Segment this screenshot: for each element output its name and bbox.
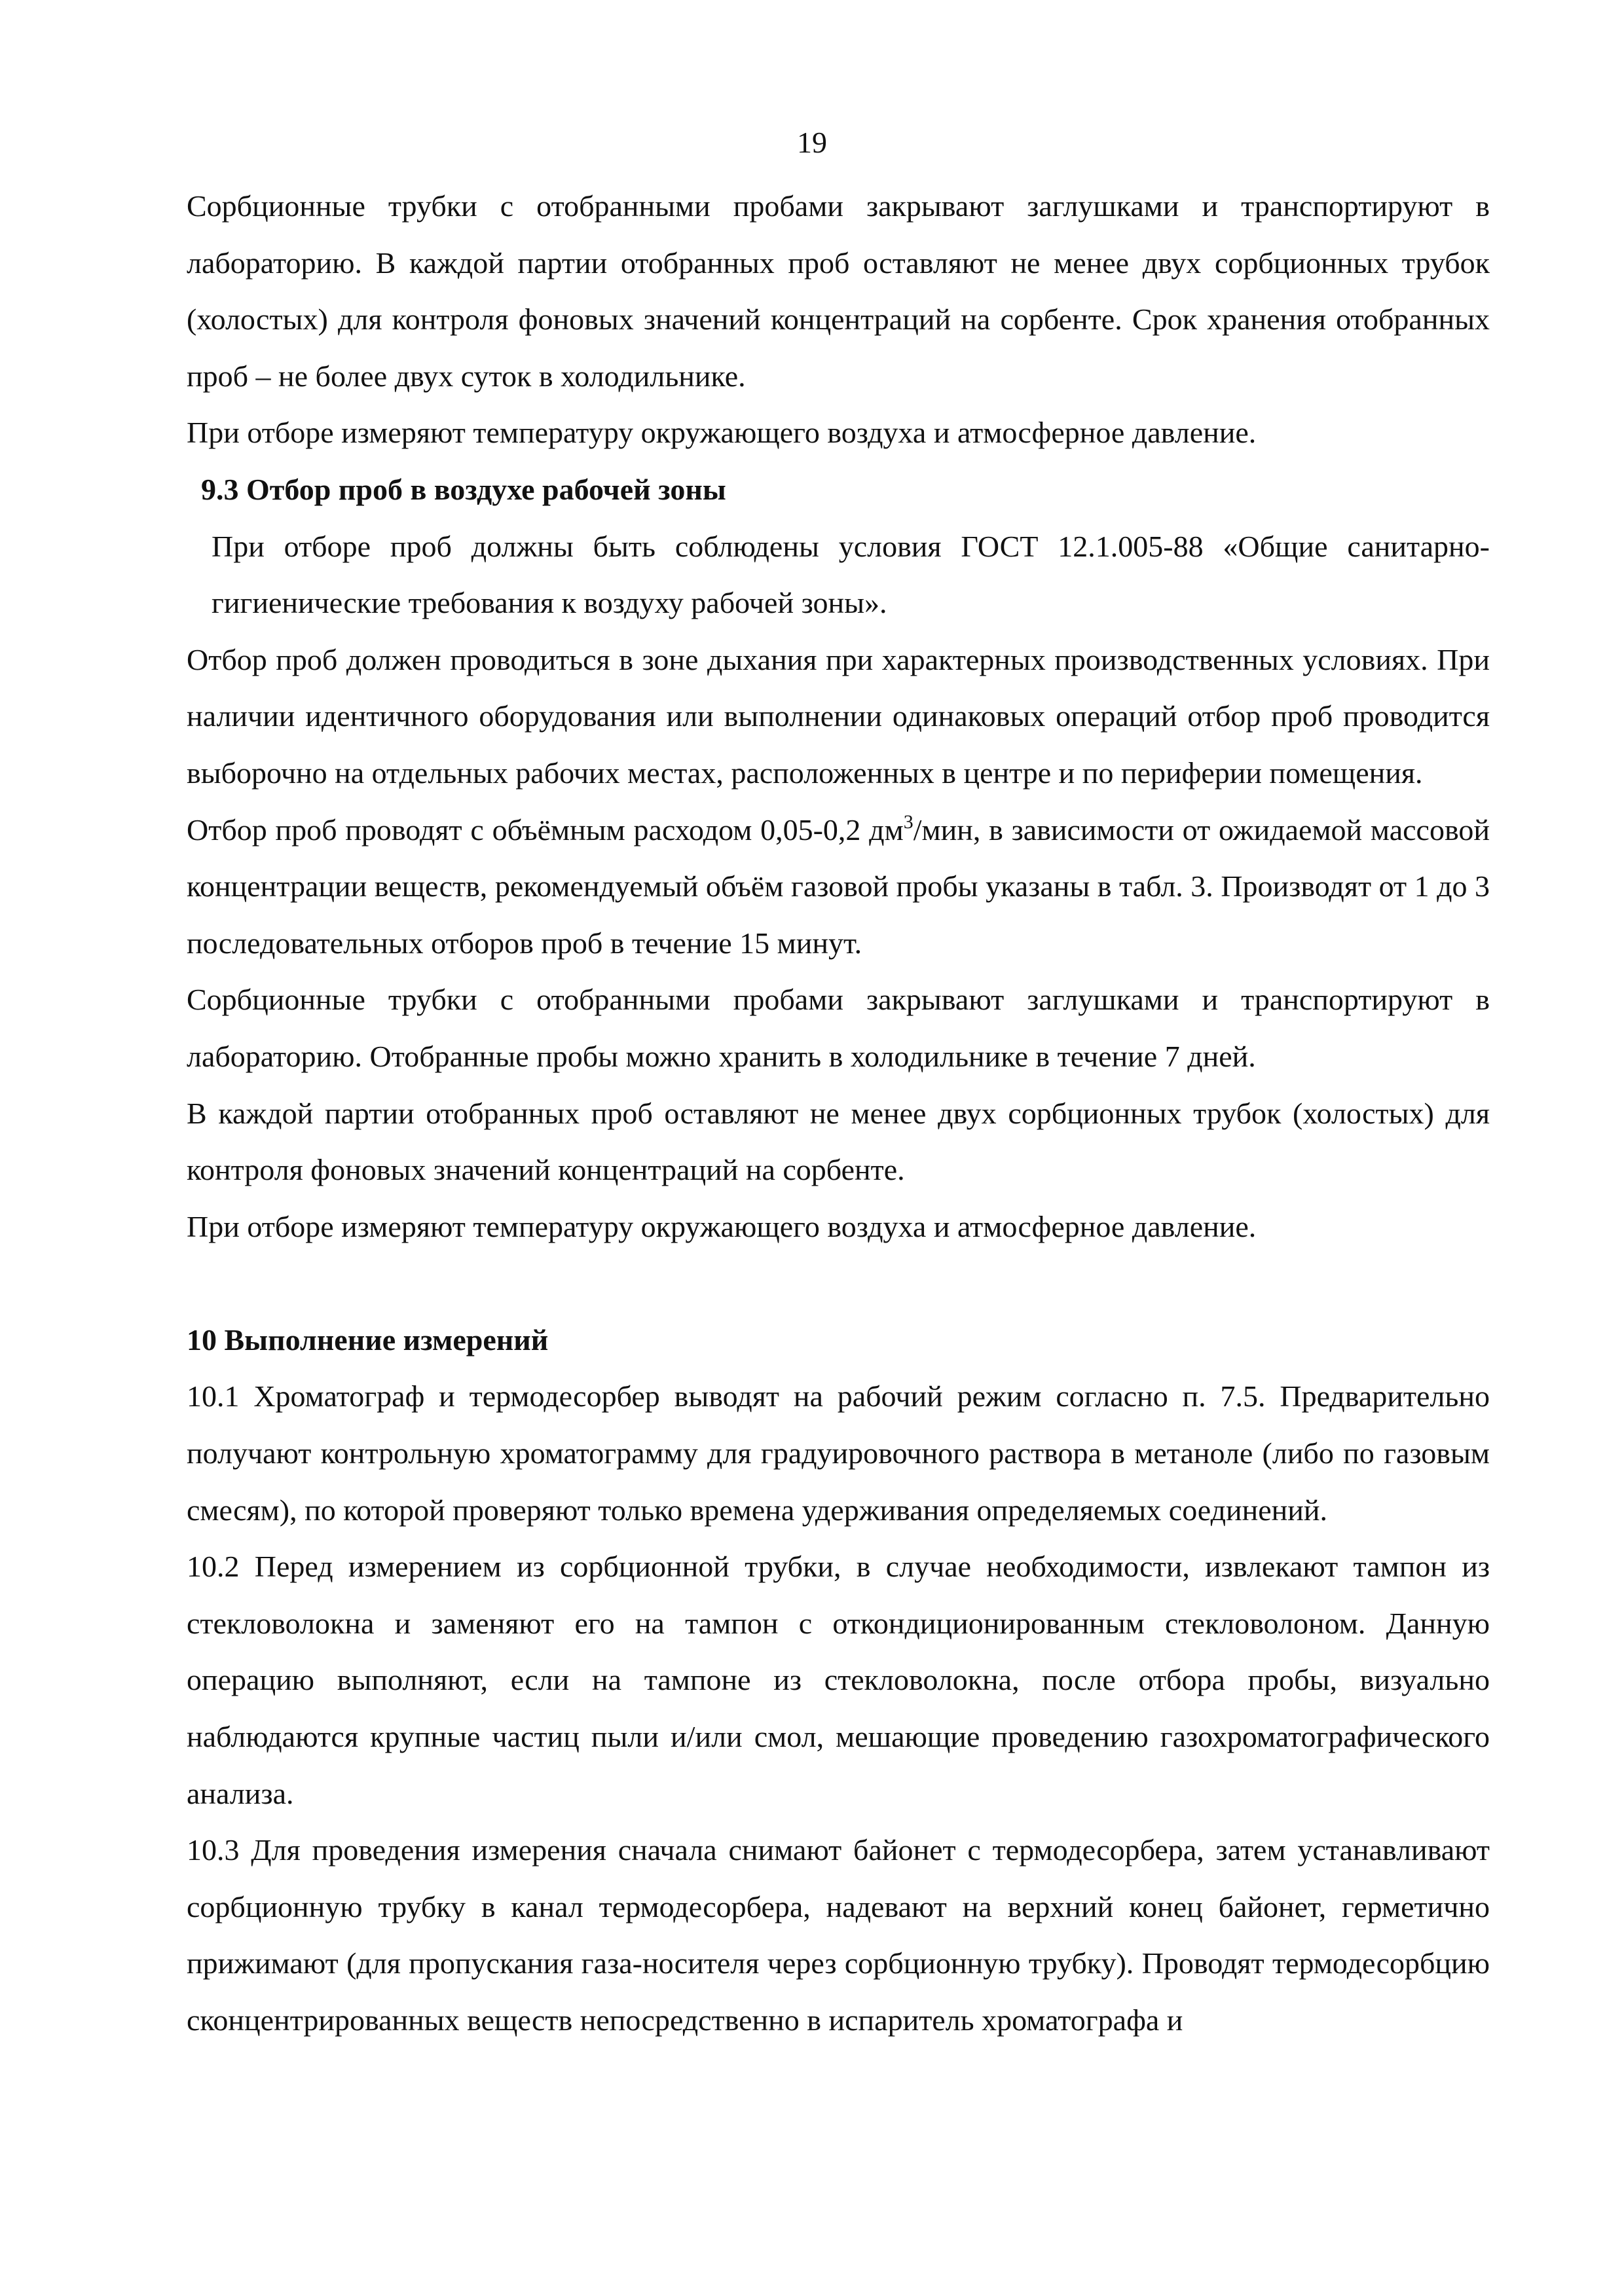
paragraph-9-3-blanks: В каждой партии отобранных проб оставляют не менее двух сорбционных трубок (холостых) для контроля фоновых значений концентраций на сорбенте. [187,1096,1490,1187]
paragraph-9-2-measure: При отборе измеряют температуру окружающего воздуха и атмосферное давление. [187,416,1257,450]
section-9-3-first-paragraph-block [187,519,1490,632]
page-number: 19 [797,126,827,159]
flow-rate-text-end: /мин, в зависимости от ожидаемой массовой концентрации веществ, рекомендуемый объём газовой пробы указаны в табл. 3. Производят от 1 до 3 последовательных отборов проб в течение 15 минут. [187,812,1490,960]
paragraph-9-3-breathing-zone: Отбор проб должен проводиться в зоне дыхания при характерных производственных условиях. При наличии идентичного оборудования или выполнении одинаковых операций отбор проб проводится выборочно на отдельных рабочих местах, расположенных в центре и по периферии помещения. [187,642,1490,790]
paragraph-10-2: 10.2 Перед измерением из сорбционной трубки, в случае необходимости, извлекают тампон из стекловолокна и заменяют его на тампон с откондиционированным стекловолоном. Данную операцию выполняют, если на тампоне из стекловолокна, после отбора пробы, визуально наблюдаются крупные частиц пыли и/или смол, мешающие проведению газохроматографического анализа. [187,1550,1490,1810]
section-spacer [187,1255,1490,1312]
heading-10: 10 Выполнение измерений [187,1322,549,1357]
paragraph-10-3: 10.3 Для проведения измерения сначала снимают байонет с термодесорбера, затем устанавливают сорбционную трубку в канал термодесорбера, надевают на верхний конец байонет, герметично прижимают (для пропускания газа-носителя через сорбционную трубку). Проводят термодесорбцию сконцентрированных веществ непосредственно в испаритель хроматографа и [187,1833,1490,2037]
paragraph-9-2-storage: Сорбционные трубки с отобранными пробами закрывают заглушками и транспортируют в лабораторию. В каждой партии отобранных проб оставляют не менее двух сорбционных трубок (холостых) для контроля фоновых значений концентраций на сорбенте. Срок хранения отобранных проб – не более двух суток в холодильнике. [187,189,1490,393]
flow-rate-text-start: Отбор проб проводят с объёмным расходом 0,05-0,2 дм [187,812,904,847]
document-body [187,178,1490,2049]
heading-9-3: 9.3 Отбор проб в воздухе рабочей зоны [201,472,726,506]
paragraph-9-3-transport: Сорбционные трубки с отобранными пробами закрывают заглушками и транспортируют в лабораторию. Отобранные пробы можно хранить в холодильнике в течение 7 дней. [187,983,1490,1073]
flow-rate-superscript: 3 [903,811,913,833]
paragraph-9-3-flow-rate [187,802,1490,972]
paragraph-10-1: 10.1 Хроматограф и термодесорбер выводят на рабочий режим согласно п. 7.5. Предварительно получают контрольную хроматограмму для градуировочного раствора в метаноле (либо по газовым смесям), по которой проверяют только времена удерживания определяемых соединений. [187,1379,1490,1527]
paragraph-9-3-gost: При отборе проб должны быть соблюдены условия ГОСТ 12.1.005-88 «Общие санитарно-гигиенические требования к воздуху рабочей зоны». [212,529,1490,620]
paragraph-9-3-measure: При отборе измеряют температуру окружающего воздуха и атмосферное давление. [187,1209,1257,1243]
